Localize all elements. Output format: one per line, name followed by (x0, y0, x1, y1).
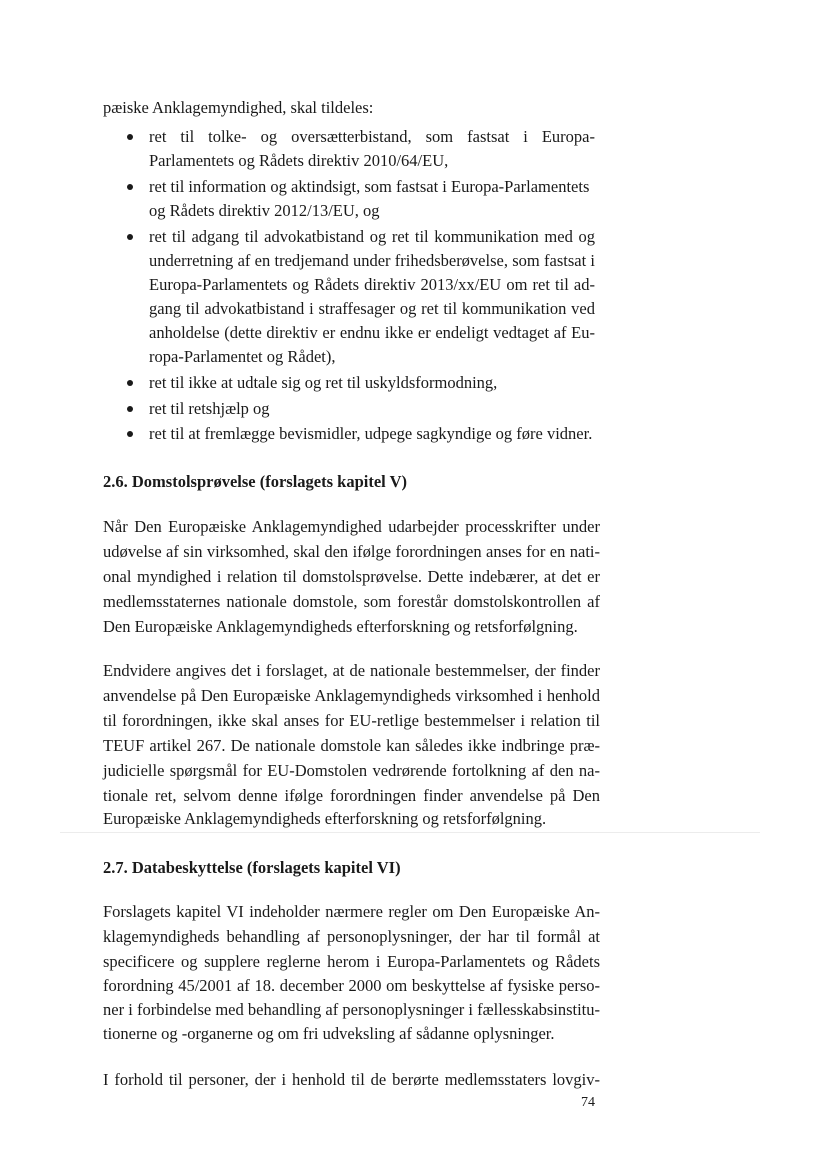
section-heading-2-6: 2.6. Domstolsprøvelse (forslagets kapitel V) (103, 472, 407, 491)
bullet-3-line-1: ret til adgang til advokatbistand og ret til kommunikation med og (149, 227, 595, 246)
bullet-3-line-5: anholdelse (dette direktiv er endnu ikke er endeligt vedtaget af Eu- (149, 323, 595, 342)
section-2-7-p1-line-5: ner i forbindelse med behandling af personoplysninger i fællesskabsinstitu- (103, 1000, 600, 1019)
bullet-icon (127, 431, 133, 437)
section-2-6-p1-line-3: onal myndighed i relation til domstolsprøvelse. Dette indebærer, at det er (103, 567, 600, 586)
section-2-7-p1-line-3: specificere og supplere reglerne herom i Europa-Parlamentets og Rådets (103, 952, 600, 971)
bullet-5-line-1: ret til retshjælp og (149, 399, 270, 418)
bullet-1-line-1: ret til tolke- og oversætterbistand, som fastsat i Europa- (149, 127, 595, 146)
section-2-6-p2-line-6: tionale ret, selvom denne ifølge forordningen finder anvendelse på Den (103, 786, 600, 805)
bullet-2-line-1: ret til information og aktindsigt, som fastsat i Europa-Parlamentets (149, 177, 590, 196)
bullet-3-line-4: gang til advokatbistand i straffesager og ret til kommunikation ved (149, 299, 595, 318)
bullet-2-line-2: og Rådets direktiv 2012/13/EU, og (149, 201, 380, 220)
scan-artifact-divider (60, 832, 760, 833)
bullet-icon (127, 234, 133, 240)
section-2-7-p1-line-4: forordning 45/2001 af 18. december 2000 om beskyttelse af fysiske perso- (103, 976, 600, 995)
section-2-7-p2-line-1: I forhold til personer, der i henhold til de berørte medlemsstaters lovgiv- (103, 1070, 600, 1089)
page-number: 74 (581, 1095, 595, 1110)
bullet-3-line-2: underretning af en tredjemand under frihedsberøvelse, som fastsat i (149, 251, 595, 270)
section-2-6-p2-line-1: Endvidere angives det i forslaget, at de nationale bestemmelser, der finder (103, 661, 600, 680)
section-2-6-p2-line-5: judicielle spørgsmål for EU-Domstolen vedrørende fortolkning af den na- (103, 761, 600, 780)
bullet-icon (127, 406, 133, 412)
bullet-1-line-2: Parlamentets og Rådets direktiv 2010/64/EU, (149, 151, 449, 170)
section-2-6-p1-line-5: Den Europæiske Anklagemyndigheds efterforskning og retsforfølgning. (103, 617, 578, 636)
section-2-7-p1-line-2: klagemyndigheds behandling af personoplysninger, der har til formål at (103, 927, 600, 946)
section-2-6-p1-line-1: Når Den Europæiske Anklagemyndighed udarbejder processkrifter under (103, 517, 600, 536)
bullet-6-line-1: ret til at fremlægge bevismidler, udpege sagkyndige og føre vidner. (149, 424, 593, 443)
bullet-icon (127, 134, 133, 140)
section-2-6-p1-line-2: udøvelse af sin virksomhed, skal den ifølge forordningen anses for en nati- (103, 542, 600, 561)
section-2-6-p2-line-3: til forordningen, ikke skal anses for EU-retlige bestemmelser i relation til (103, 711, 600, 730)
bullet-4-line-1: ret til ikke at udtale sig og ret til uskyldsformodning, (149, 373, 498, 392)
section-2-6-p2-line-7: Europæiske Anklagemyndigheds efterforskning og retsforfølgning. (103, 809, 547, 828)
section-2-6-p1-line-4: medlemsstaternes nationale domstole, som forestår domstolskontrollen af (103, 592, 600, 611)
section-2-6-p2-line-2: anvendelse på Den Europæiske Anklagemyndigheds virksomhed i henhold (103, 686, 600, 705)
intro-line: pæiske Anklagemyndighed, skal tildeles: (103, 98, 374, 117)
section-2-7-p1-line-6: tionerne og -organerne og om fri udveksling af sådanne oplysninger. (103, 1024, 555, 1043)
bullet-icon (127, 380, 133, 386)
bullet-3-line-3: Europa-Parlamentets og Rådets direktiv 2013/xx/EU om ret til ad- (149, 275, 595, 294)
bullet-icon (127, 184, 133, 190)
section-2-6-p2-line-4: TEUF artikel 267. De nationale domstole kan således ikke indbringe præ- (103, 736, 600, 755)
section-heading-2-7: 2.7. Databeskyttelse (forslagets kapitel VI) (103, 858, 401, 877)
bullet-3-line-6: ropa-Parlamentet og Rådet), (149, 347, 336, 366)
section-2-7-p1-line-1: Forslagets kapitel VI indeholder nærmere regler om Den Europæiske An- (103, 902, 600, 921)
